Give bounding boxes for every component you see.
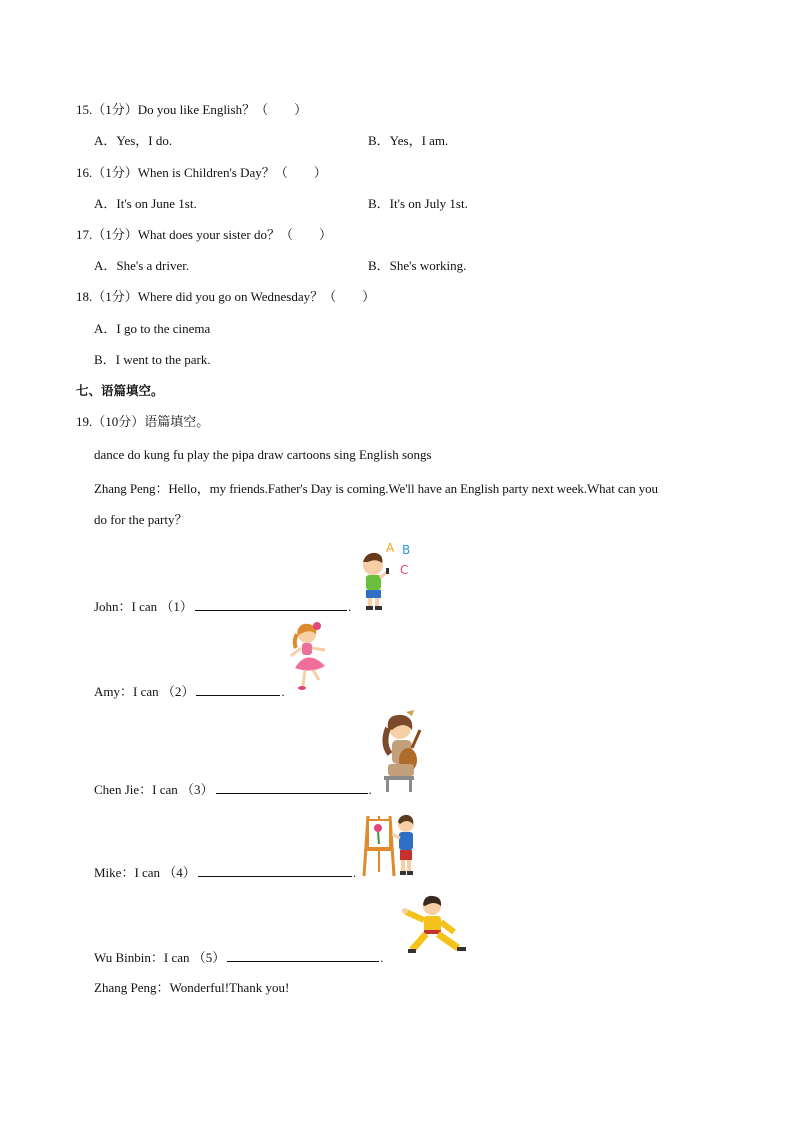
word-bank: dance do kung fu play the pipa draw cartoons sing English songs [94,447,432,462]
question-19-stem: 19.（10分）语篇填空。 [76,414,210,429]
fill-line-2-label: Amy：I can （2） [94,684,195,699]
letter-a: A [386,541,395,555]
fill-line-1-end: . [347,599,352,614]
fill-line-1-label: John：I can （1） [94,599,193,614]
answer-blank-2[interactable] [196,683,280,696]
answer-blank-3[interactable] [216,781,368,794]
question-16-option-b[interactable]: B．It's on July 1st. [368,196,468,211]
answer-blank-4[interactable] [198,864,352,877]
question-15-option-b[interactable]: B．Yes，I am. [368,133,449,148]
fill-line-5 [94,949,384,966]
question-17-option-b[interactable]: B．She's working. [368,258,467,273]
fill-line-1 [94,598,351,615]
letter-c: C [400,563,409,577]
fill-line-4 [94,864,356,881]
question-15-stem: 15.（1分）Do you like English？（ ） [76,102,308,117]
closing-line: Zhang Peng：Wonderful!Thank you! [94,980,290,995]
answer-blank-1[interactable] [195,598,347,611]
boy-singing-icon [354,538,416,612]
question-16-stem: 16.（1分）When is Children's Day？（ ） [76,165,327,180]
fill-line-5-label: Wu Binbin：I can （5） [94,950,226,965]
question-16-option-a[interactable]: A．It's on June 1st. [94,196,197,211]
question-18-option-b[interactable]: B．I went to the park. [94,352,211,367]
question-17-stem: 17.（1分）What does your sister do？（ ） [76,227,333,242]
section-heading: 七、语篇填空。 [76,383,164,398]
fill-line-2 [94,683,285,700]
fill-line-4-label: Mike：I can （4） [94,865,196,880]
question-18-stem: 18.（1分）Where did you go on Wednesday？（ ） [76,289,376,304]
fill-line-3 [94,781,372,798]
girl-playing-pipa-icon [378,710,428,794]
fill-line-5-end: . [380,950,384,965]
fill-line-3-label: Chen Jie：I can （3） [94,782,214,797]
question-17-option-a[interactable]: A．She's a driver. [94,258,190,273]
boy-kung-fu-icon [402,894,472,960]
question-18-option-a[interactable]: A．I go to the cinema [94,321,211,336]
fill-line-2-end: . [281,684,285,699]
intro-line-2: do for the party？ [94,512,188,527]
fill-line-4-end: . [352,865,357,880]
girl-dancing-icon [287,620,335,696]
answer-blank-5[interactable] [227,949,379,962]
question-15-option-a[interactable]: A．Yes，I do. [94,133,173,148]
boy-painting-icon [362,812,420,878]
fill-line-3-end: . [368,782,372,797]
intro-line-1: Zhang Peng：Hello，my friends.Father's Day is coming.We'll have an English party next week.What can you [94,481,658,496]
letter-b: B [402,543,411,557]
